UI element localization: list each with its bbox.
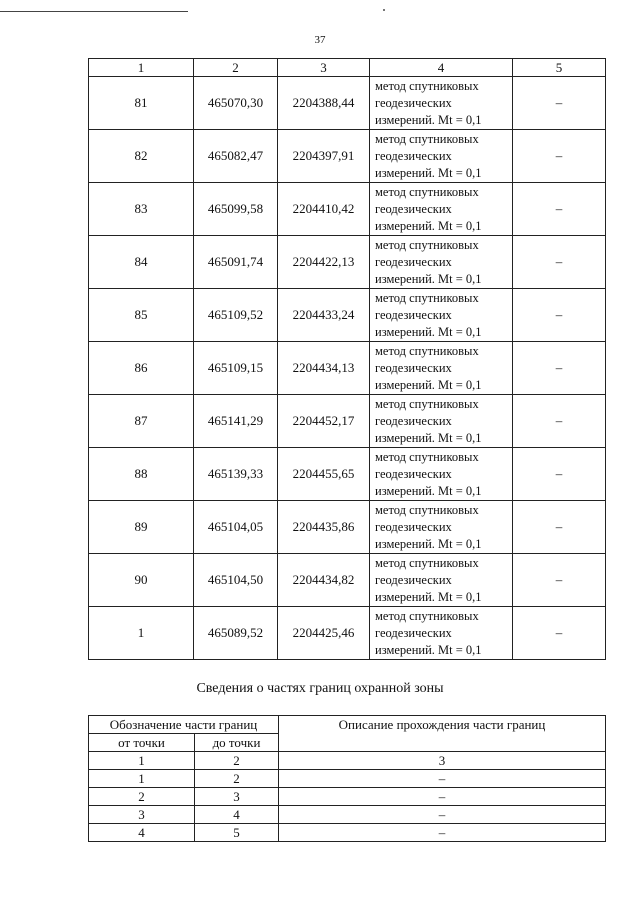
point-number-cell: 81 (89, 77, 194, 130)
point-number-cell: 1 (89, 607, 194, 660)
x-coordinate-cell: 465139,33 (194, 448, 278, 501)
note-cell (513, 395, 606, 448)
to-point-cell: 2 (195, 770, 279, 788)
y-coordinate-cell: 2204433,24 (278, 289, 370, 342)
dash-mark: – (555, 201, 563, 216)
method-line: метод спутниковых (375, 608, 479, 623)
y-coordinate-cell: 2204410,42 (278, 183, 370, 236)
to-point-cell: 5 (195, 824, 279, 842)
x-coordinate-cell: 465104,50 (194, 554, 278, 607)
from-point-cell: 3 (89, 806, 195, 824)
method-line: геодезических (375, 625, 452, 640)
to-point-cell: 4 (195, 806, 279, 824)
method-line: метод спутниковых (375, 131, 479, 146)
method-line: метод спутниковых (375, 449, 479, 464)
method-cell (370, 607, 513, 660)
table-row (89, 236, 606, 289)
col-header-4: 4 (370, 59, 513, 77)
table-row (89, 448, 606, 501)
dash-mark: – (555, 307, 563, 322)
method-cell (370, 554, 513, 607)
dash-mark: – (555, 572, 563, 587)
method-line: геодезических (375, 254, 452, 269)
table-row (89, 554, 606, 607)
method-cell (370, 289, 513, 342)
point-number-cell: 88 (89, 448, 194, 501)
method-line: метод спутниковых (375, 555, 479, 570)
point-number-cell: 83 (89, 183, 194, 236)
y-coordinate-cell: 2204434,13 (278, 342, 370, 395)
table-row (89, 770, 606, 788)
method-line: метод спутниковых (375, 396, 479, 411)
method-line: геодезических (375, 95, 452, 110)
method-line: геодезических (375, 519, 452, 534)
method-line: измерений. Mt = 0,1 (375, 377, 482, 392)
point-number-cell: 90 (89, 554, 194, 607)
table-row (89, 824, 606, 842)
numbering-cell: 3 (279, 752, 606, 770)
method-cell (370, 342, 513, 395)
point-number-cell: 86 (89, 342, 194, 395)
y-coordinate-cell: 2204434,82 (278, 554, 370, 607)
method-cell (370, 395, 513, 448)
note-cell (513, 448, 606, 501)
dash-mark: – (555, 360, 563, 375)
method-line: метод спутниковых (375, 78, 479, 93)
note-cell (513, 554, 606, 607)
from-point-cell: 1 (89, 770, 195, 788)
method-line: геодезических (375, 413, 452, 428)
method-cell (370, 77, 513, 130)
table-row (89, 77, 606, 130)
description-cell: – (279, 806, 606, 824)
point-number-cell: 82 (89, 130, 194, 183)
note-cell (513, 183, 606, 236)
method-line: измерений. Mt = 0,1 (375, 483, 482, 498)
header-from-point: от точки (89, 734, 195, 752)
method-cell (370, 448, 513, 501)
method-line: метод спутниковых (375, 343, 479, 358)
section-title: Сведения о частях границ охранной зоны (196, 681, 444, 696)
method-cell (370, 501, 513, 554)
dash-mark: – (555, 413, 563, 428)
point-number-cell: 85 (89, 289, 194, 342)
x-coordinate-cell: 465109,52 (194, 289, 278, 342)
point-number-cell: 84 (89, 236, 194, 289)
method-line: измерений. Mt = 0,1 (375, 642, 482, 657)
method-line: измерений. Mt = 0,1 (375, 112, 482, 127)
x-coordinate-cell: 465109,15 (194, 342, 278, 395)
table-row (89, 395, 606, 448)
method-line: измерений. Mt = 0,1 (375, 165, 482, 180)
method-line: геодезических (375, 466, 452, 481)
method-cell (370, 183, 513, 236)
header-boundary-part: Обозначение части границ (89, 716, 279, 734)
y-coordinate-cell: 2204425,46 (278, 607, 370, 660)
top-rule-line (0, 11, 188, 12)
coordinates-table (88, 58, 606, 660)
x-coordinate-cell: 465089,52 (194, 607, 278, 660)
dash-mark: – (555, 254, 563, 269)
table-row (89, 289, 606, 342)
numbering-cell: 1 (89, 752, 195, 770)
method-line: геодезических (375, 360, 452, 375)
table-row (89, 788, 606, 806)
table-row (89, 130, 606, 183)
dash-mark: – (555, 625, 563, 640)
method-line: геодезических (375, 148, 452, 163)
y-coordinate-cell: 2204455,65 (278, 448, 370, 501)
point-number-cell: 87 (89, 395, 194, 448)
dash-mark: – (555, 148, 563, 163)
from-point-cell: 4 (89, 824, 195, 842)
table-row (89, 183, 606, 236)
col-header-1: 1 (89, 59, 194, 77)
method-line: геодезических (375, 201, 452, 216)
table-row (89, 607, 606, 660)
method-line: геодезических (375, 572, 452, 587)
numbering-cell: 2 (195, 752, 279, 770)
note-cell (513, 77, 606, 130)
to-point-cell: 3 (195, 788, 279, 806)
x-coordinate-cell: 465099,58 (194, 183, 278, 236)
dash-mark: – (555, 519, 563, 534)
table-row (89, 806, 606, 824)
method-line: измерений. Mt = 0,1 (375, 589, 482, 604)
y-coordinate-cell: 2204452,17 (278, 395, 370, 448)
x-coordinate-cell: 465141,29 (194, 395, 278, 448)
description-cell: – (279, 788, 606, 806)
method-line: геодезических (375, 307, 452, 322)
boundary-parts-body (89, 752, 606, 842)
table-row (89, 501, 606, 554)
page-number: 37 (314, 34, 326, 46)
x-coordinate-cell: 465070,30 (194, 77, 278, 130)
description-cell: – (279, 770, 606, 788)
method-line: измерений. Mt = 0,1 (375, 430, 482, 445)
method-line: метод спутниковых (375, 237, 479, 252)
table-row (89, 342, 606, 395)
point-number-cell: 89 (89, 501, 194, 554)
col-header-3: 3 (278, 59, 370, 77)
scan-dot (383, 9, 385, 11)
dash-mark: – (555, 95, 563, 110)
col-header-2: 2 (194, 59, 278, 77)
y-coordinate-cell: 2204435,86 (278, 501, 370, 554)
coordinates-table-body (89, 77, 606, 660)
description-cell: – (279, 824, 606, 842)
note-cell (513, 607, 606, 660)
method-line: метод спутниковых (375, 184, 479, 199)
x-coordinate-cell: 465104,05 (194, 501, 278, 554)
method-line: измерений. Mt = 0,1 (375, 536, 482, 551)
method-cell (370, 130, 513, 183)
method-line: метод спутниковых (375, 290, 479, 305)
x-coordinate-cell: 465082,47 (194, 130, 278, 183)
note-cell (513, 236, 606, 289)
coordinates-header-row (89, 59, 606, 77)
x-coordinate-cell: 465091,74 (194, 236, 278, 289)
col-header-5: 5 (513, 59, 606, 77)
y-coordinate-cell: 2204388,44 (278, 77, 370, 130)
note-cell (513, 501, 606, 554)
method-line: измерений. Mt = 0,1 (375, 271, 482, 286)
method-line: измерений. Mt = 0,1 (375, 324, 482, 339)
note-cell (513, 342, 606, 395)
note-cell (513, 130, 606, 183)
method-line: метод спутниковых (375, 502, 479, 517)
y-coordinate-cell: 2204422,13 (278, 236, 370, 289)
dash-mark: – (555, 466, 563, 481)
note-cell (513, 289, 606, 342)
method-line: измерений. Mt = 0,1 (375, 218, 482, 233)
numbering-row (89, 752, 606, 770)
from-point-cell: 2 (89, 788, 195, 806)
y-coordinate-cell: 2204397,91 (278, 130, 370, 183)
header-description: Описание прохождения части границ (279, 716, 606, 752)
method-cell (370, 236, 513, 289)
header-to-point: до точки (195, 734, 279, 752)
boundary-parts-table (88, 715, 606, 842)
